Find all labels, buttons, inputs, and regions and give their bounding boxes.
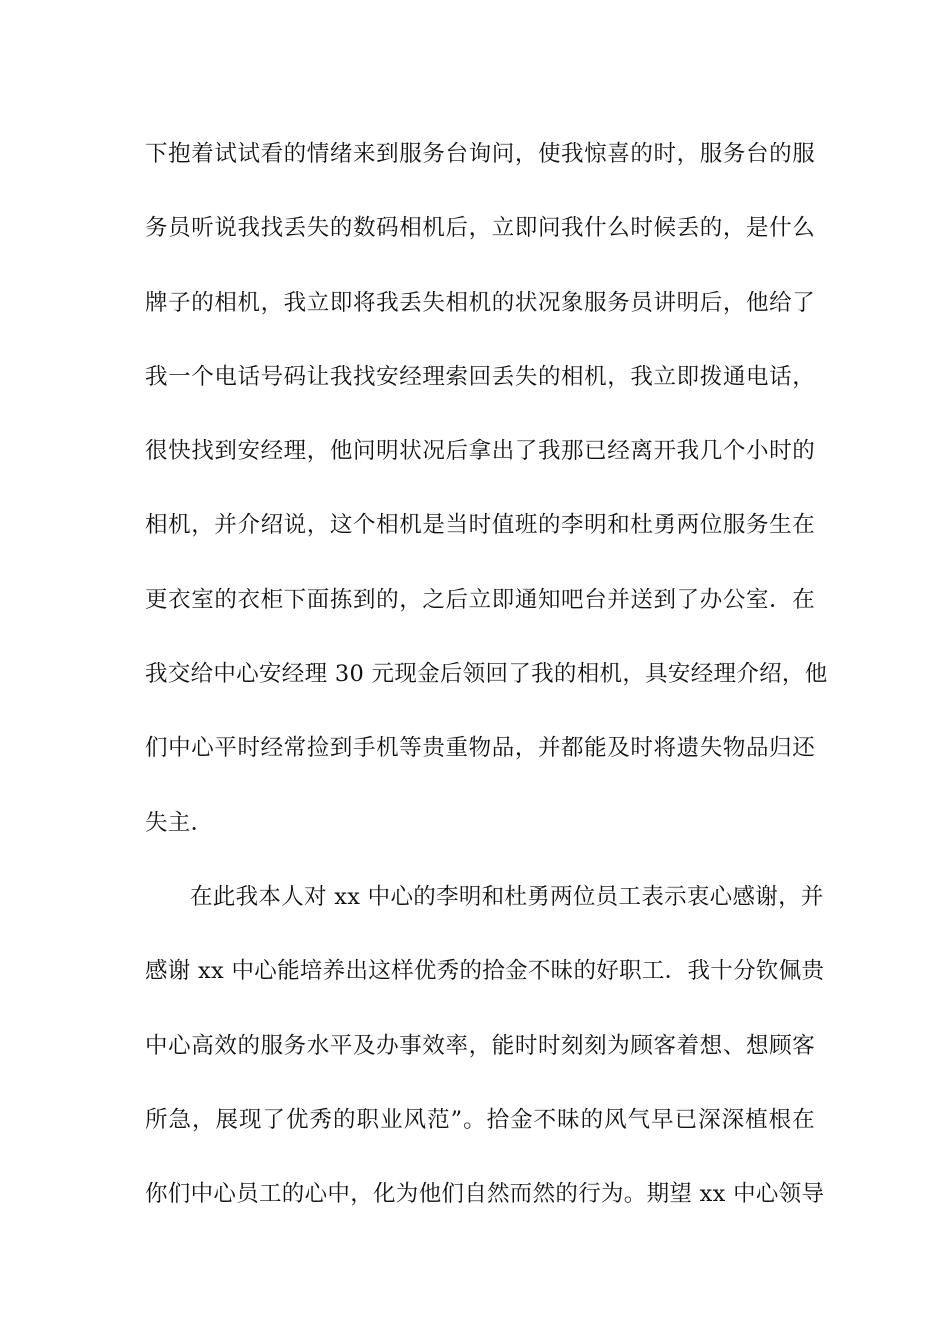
text-line: 我交给中心安经理 30 元现金后领回了我的相机，具安经理介绍，他 (145, 661, 828, 688)
text-line: 很快找到安经理，他问明状况后拿出了我那已经离开我几个小时的 (145, 438, 815, 465)
text-line: 失主． (145, 809, 214, 836)
text-line: 中心高效的服务水平及办事效率，能时时刻刻为顾客着想、想顾客 (145, 1032, 815, 1059)
text-line: 下抱着试试看的情绪来到服务台询问，使我惊喜的时，服务台的服 (145, 141, 815, 167)
text-line: 在此我本人对 xx 中心的李明和杜勇两位员工表示衷心感谢，并 (190, 883, 824, 910)
text-line: 务员听说我找丢失的数码相机后，立即问我什么时候丢的，是什么 (145, 215, 815, 242)
text-line: 牌子的相机，我立即将我丢失相机的状况象服务员讲明后，他给了 (145, 289, 815, 316)
text-line: 所急，展现了优秀的职业风范”。拾金不昧的风气早已深深植根在 (145, 1106, 815, 1133)
body-text (145, 132, 828, 1246)
text-line: 感谢 xx 中心能培养出这样优秀的拾金不昧的好职工．我十分钦佩贵 (145, 958, 825, 985)
text-line: 更衣室的衣柜下面拣到的，之后立即通知吧台并送到了办公室．在 (145, 586, 815, 613)
text-line: 我一个电话号码让我找安经理索回丢失的相机，我立即拨通电话， (145, 363, 815, 390)
text-line: 相机，并介绍说，这个相机是当时值班的李明和杜勇两位服务生在 (145, 512, 815, 539)
text-line: 你们中心员工的心中，化为他们自然而然的行为。期望 xx 中心领导 (145, 1181, 825, 1208)
text-line: 们中心平时经常捡到手机等贵重物品，并都能及时将遗失物品归还 (145, 735, 815, 762)
